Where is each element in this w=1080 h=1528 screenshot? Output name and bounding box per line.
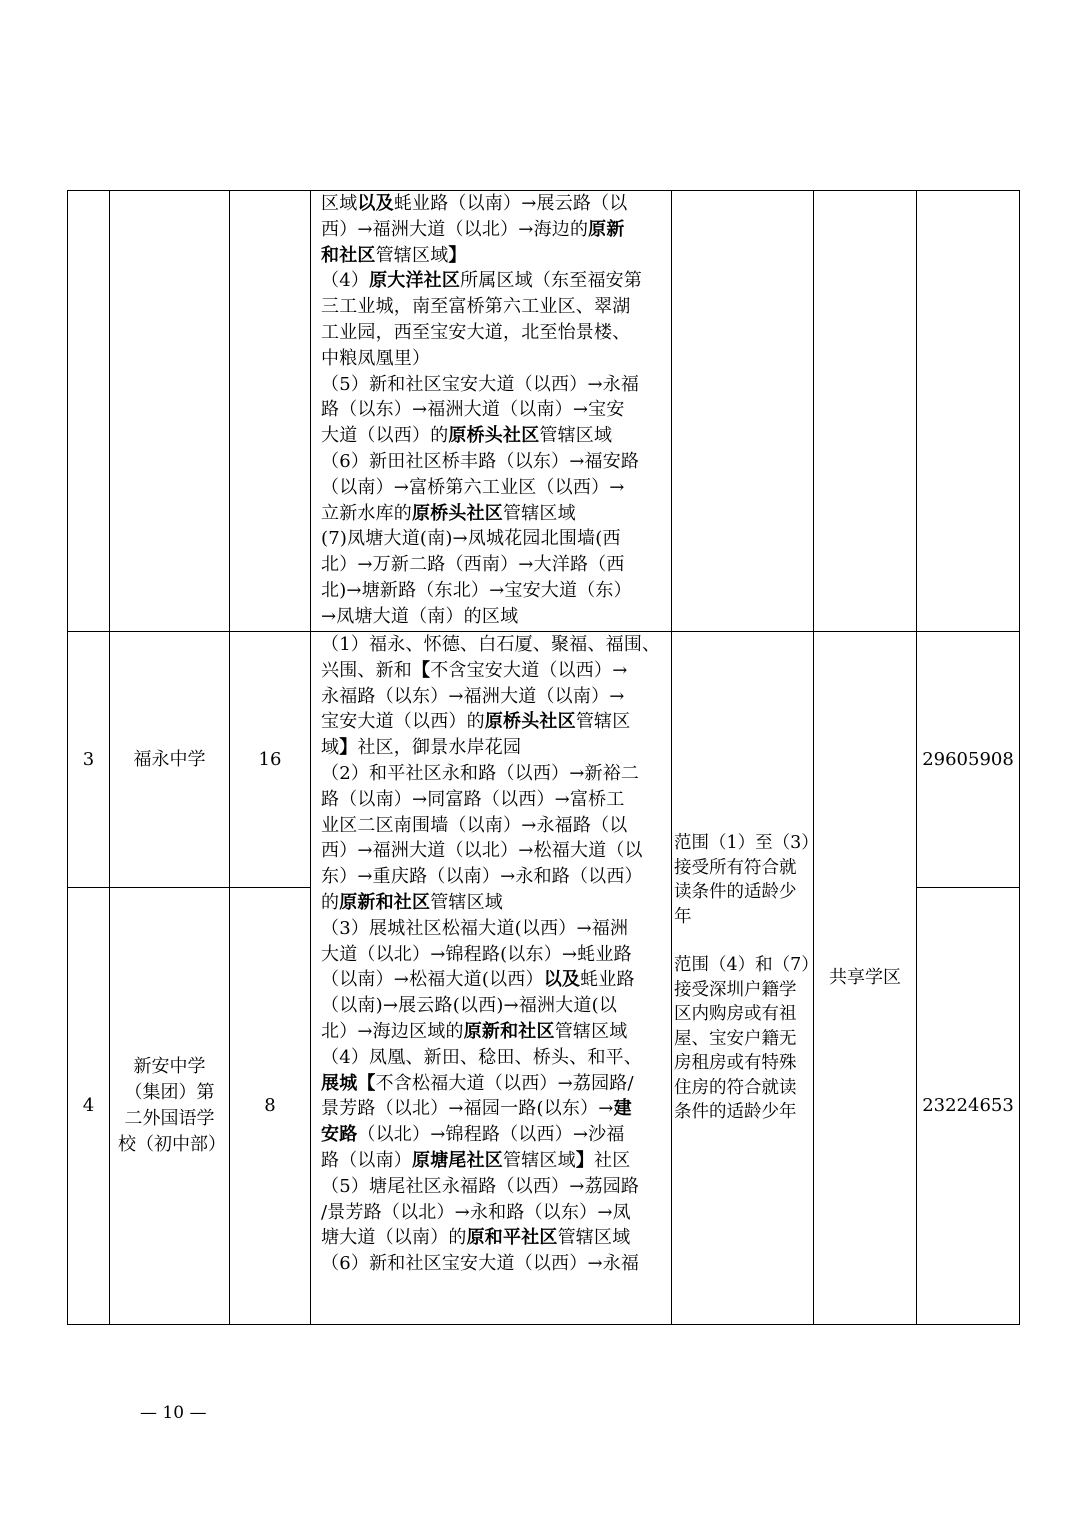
range-line: 北）→万新二路（西南）→大洋路（西: [321, 554, 625, 576]
range-line: /景芳路（以北）→永和路（以东）→凤: [321, 1201, 631, 1223]
phone-cell: 23224653: [917, 888, 1020, 1325]
range-line: （以南）→富桥第六工业区（以西）→: [321, 476, 625, 498]
range-line: 大道（以北）→锦程路(以东）→蚝业路: [321, 943, 632, 965]
range-line: 路（以东）→福洲大道（以南）→宝安: [321, 399, 625, 421]
classes-cell: 16: [230, 632, 311, 888]
range-line: 区域以及蚝业路（以南）→展云路（以: [321, 193, 628, 214]
range-line: 兴围、新和【不含宝安大道（以西）→: [321, 659, 628, 681]
range-line: （6）新田社区桥丰路（以东）→福安路: [321, 450, 640, 472]
district-type-cell: [814, 191, 917, 632]
range-line: 东）→重庆路（以南）→永和路（以西）: [321, 866, 643, 888]
range-line: 和社区管辖区域】: [321, 244, 467, 266]
index-cell: 4: [68, 888, 110, 1325]
range-line: （6）新和社区宝安大道（以西）→永福: [321, 1253, 640, 1275]
range-line: 大道（以西）的原桥头社区管辖区域: [321, 425, 613, 447]
range-line: （3）展城社区松福大道(以西）→福洲: [321, 917, 629, 939]
range-line: 工业园，西至宝安大道，北至怡景楼、: [321, 321, 631, 343]
condition-cell: [672, 632, 814, 1325]
condition-cell: [672, 191, 814, 632]
range-line: 塘大道（以南）的原和平社区管辖区域: [321, 1227, 631, 1249]
range-line: 展城【不含松福大道（以西）→荔园路/: [321, 1072, 634, 1094]
range-line: 中粮凤凰里）: [321, 347, 431, 369]
phone-cell: [917, 191, 1020, 632]
range-line: 西）→福洲大道（以北）→松福大道（以: [321, 840, 643, 862]
range-line: 北）→海边区域的原新和社区管辖区域: [321, 1020, 628, 1042]
range-line: →凤塘大道（南）的区域: [321, 605, 519, 627]
range-line: （5）塘尾社区永福路（以西）→荔园路: [321, 1175, 640, 1197]
range-line: （以南）→松福大道(以西）以及蚝业路: [321, 969, 635, 991]
table-row: [68, 632, 1020, 888]
range-line: (7)凤塘大道(南)→凤城花园北围墙(西: [321, 528, 621, 550]
range-line: 北)→塘新路（东北）→宝安大道（东）: [321, 579, 632, 601]
range-cell: [311, 632, 672, 1325]
range-line: 西）→福洲大道（以北）→海边的原新: [321, 218, 625, 240]
range-line: 永福路（以东）→福洲大道（以南）→: [321, 685, 625, 707]
range-line: 安路（以北）→锦程路（以西）→沙福: [321, 1124, 625, 1146]
school-cell: [110, 191, 230, 632]
range-line: （以南)→展云路(以西)→福洲大道(以: [321, 995, 618, 1017]
range-line: 路（以南）原塘尾社区管辖区域】社区: [321, 1149, 631, 1171]
school-cell: 新安中学（集团）第二外国语学校（初中部）: [110, 888, 230, 1325]
range-line: 三工业城，南至富桥第六工业区、翠湖: [321, 296, 631, 318]
classes-cell: 8: [230, 888, 311, 1325]
range-line: 景芳路（以北）→福园一路(以东）→建: [321, 1098, 632, 1120]
range-line: （4）凤凰、新田、稔田、桥头、和平、: [321, 1046, 643, 1068]
condition-part1: 范围（1）至（3）接受所有符合就读条件的适龄少年: [674, 833, 811, 927]
index-cell: [68, 191, 110, 632]
classes-cell: [230, 191, 311, 632]
range-line: 路（以南）→同富路（以西）→富桥工: [321, 788, 625, 810]
range-line: 立新水库的原桥头社区管辖区域: [321, 502, 576, 524]
district-type-cell: 共享学区: [814, 632, 917, 1325]
phone-cell: 29605908: [917, 632, 1020, 888]
range-line: （1）福永、怀德、白石厦、聚福、福围、: [321, 634, 661, 655]
condition-part2: 范围（4）和（7）接受深圳户籍学区内购房或有祖屋、宝安户籍无房租房或有特殊住房的符合就读条件的适龄少年: [674, 955, 811, 1123]
range-cell: [311, 191, 672, 632]
page-number: — 10 —: [140, 1403, 207, 1423]
enrollment-table: [67, 190, 1020, 1325]
range-line: 域】社区，御景水岸花园: [321, 737, 522, 759]
school-cell: 福永中学: [110, 632, 230, 888]
range-line: （2）和平社区永和路（以西）→新裕二: [321, 762, 640, 784]
range-line: 的原新和社区管辖区域: [321, 891, 504, 913]
range-line: （5）新和社区宝安大道（以西）→永福: [321, 373, 640, 395]
range-text: [321, 632, 665, 1277]
range-line: 宝安大道（以西）的原桥头社区管辖区: [321, 711, 631, 733]
range-line: （4）原大洋社区所属区域（东至福安第: [321, 270, 643, 292]
range-text: [321, 191, 665, 630]
index-cell: 3: [68, 632, 110, 888]
range-line: 业区二区南围墙（以南）→永福路（以: [321, 814, 628, 836]
table-row: [68, 191, 1020, 632]
